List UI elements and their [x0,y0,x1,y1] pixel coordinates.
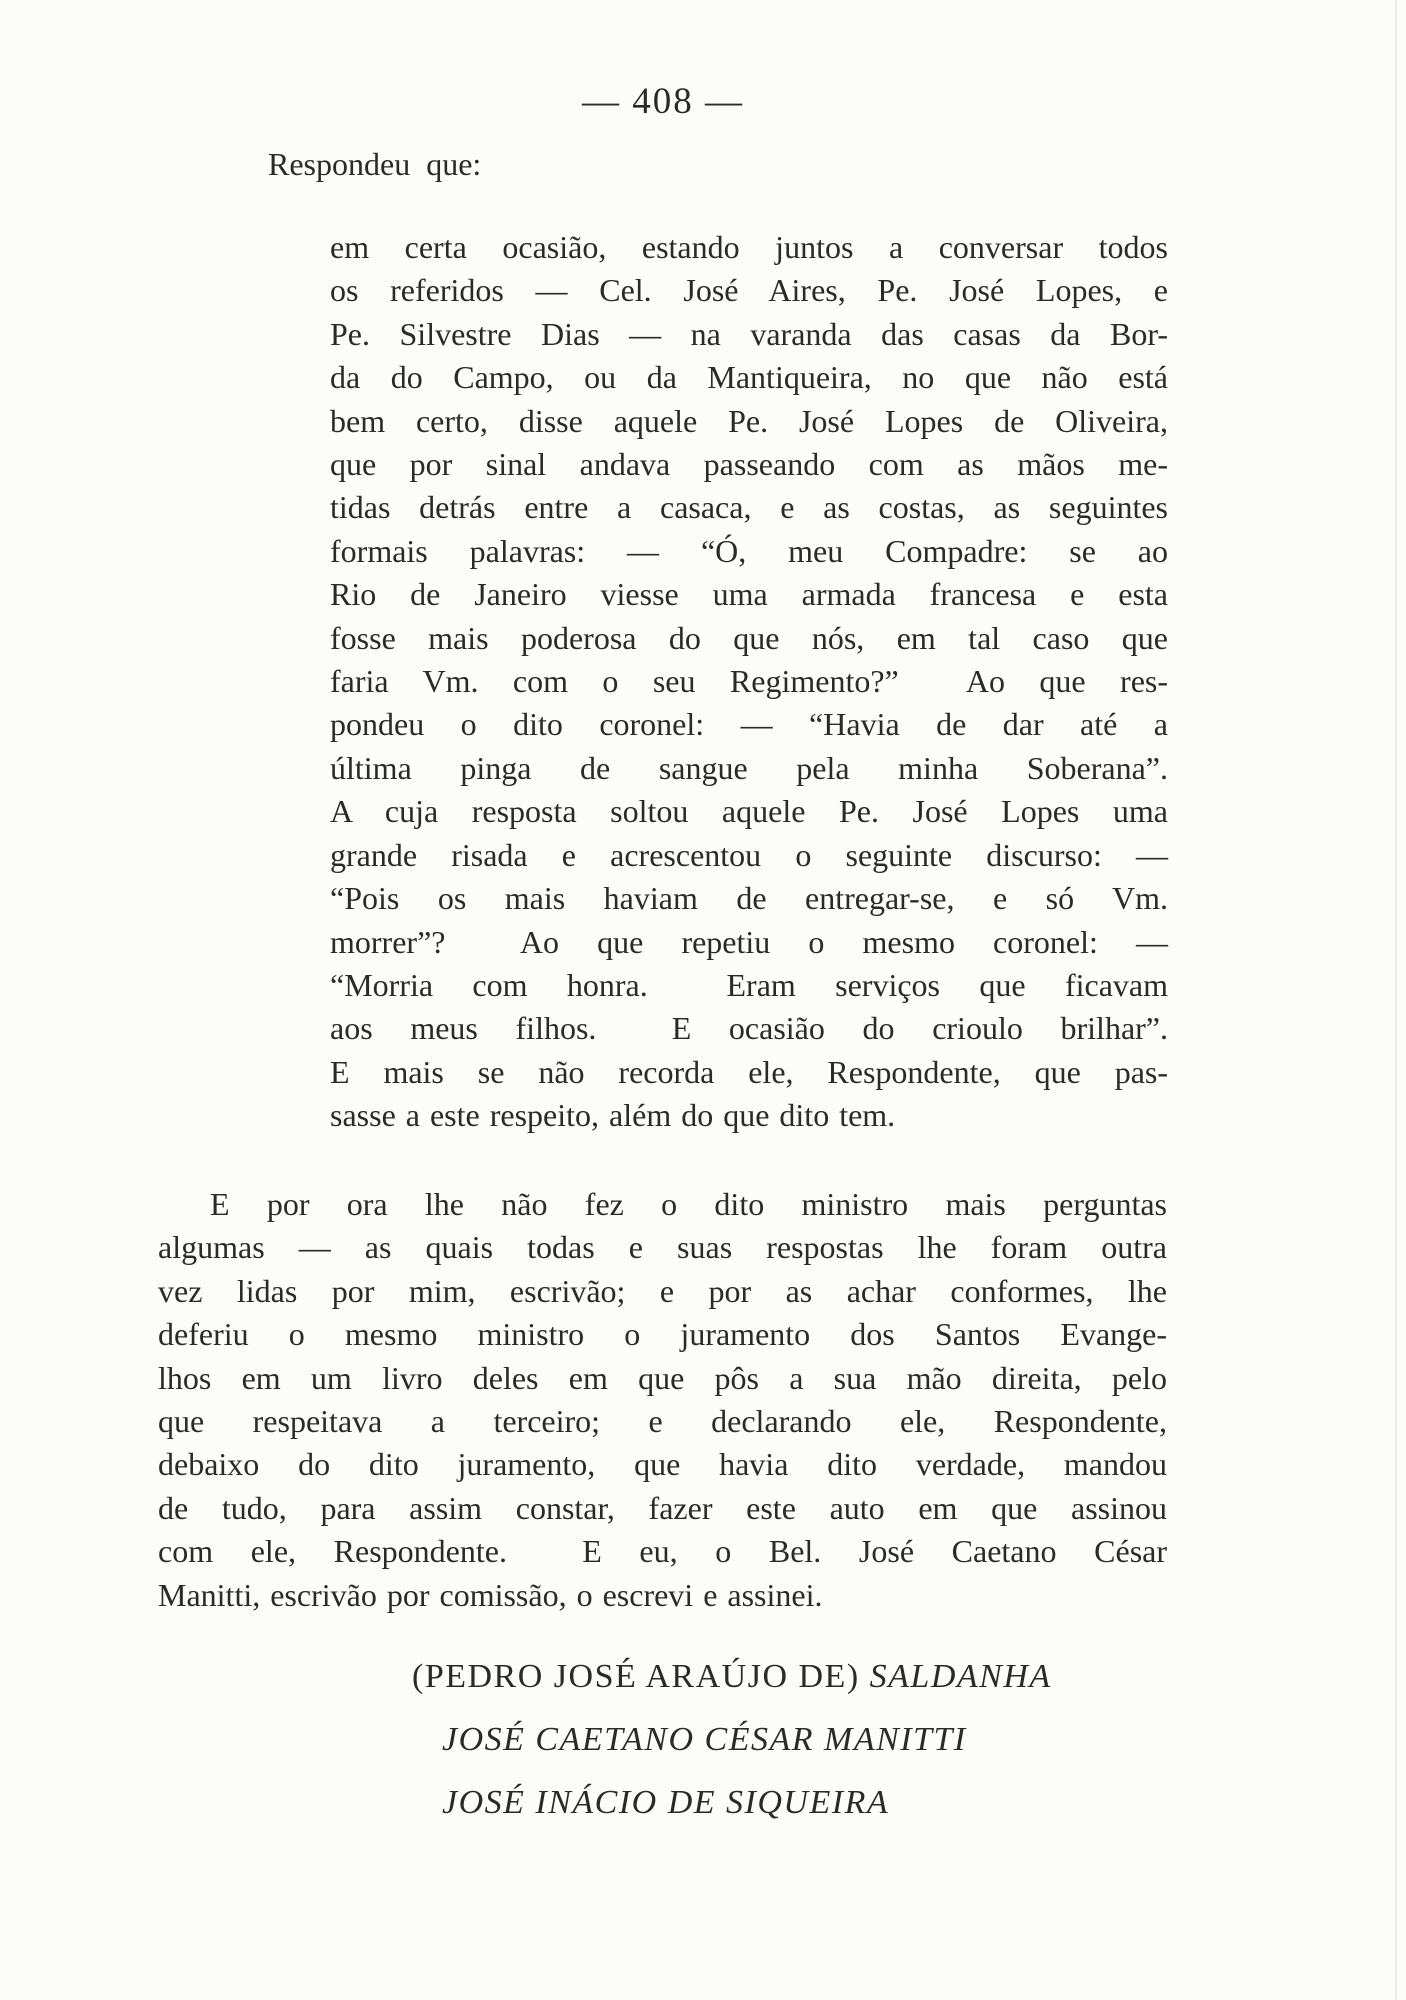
body-line: vez lidas por mim, escrivão; e por as achar conformes, lhe [158,1272,1167,1309]
quote-line: última pinga de sangue pela minha Soberana”. [330,749,1168,786]
body-line: de tudo, para assim constar, fazer este auto em que assinou [158,1489,1167,1526]
quote-line: bem certo, disse aquele Pe. José Lopes de Oliveira, [330,402,1168,439]
quote-line: sasse a este respeito, além do que dito tem. [330,1097,896,1134]
signature-manitti: JOSÉ CAETANO CÉSAR MANITTI [442,1721,967,1758]
quote-line: “Pois os mais haviam de entregar-se, e só Vm. [330,880,1168,917]
signature-saldanha [412,1645,1052,1708]
page-edge-line [1395,0,1397,2000]
quote-line: aos meus filhos. E ocasião do crioulo brilhar”. [330,1010,1168,1047]
body-line: que respeitava a terceiro; e declarando ele, Respondente, [158,1403,1167,1440]
signature-block [412,1645,1052,1834]
quote-line: Pe. Silvestre Dias — na varanda das casas da Bor- [330,315,1168,352]
quote-line: faria Vm. com o seu Regimento?” Ao que res- [330,663,1168,700]
quote-line: da do Campo, ou da Mantiqueira, no que não está [330,359,1168,396]
quote-line: pondeu o dito coronel: — “Havia de dar até a [330,706,1168,743]
quote-line: formais palavras: — “Ó, meu Compadre: se ao [330,532,1168,569]
quote-line: E mais se não recorda ele, Respondente, que pas- [330,1053,1168,1090]
intro-line: Respondeu que: [268,146,482,182]
quote-line: “Morria com honra. Eram serviços que ficavam [330,966,1168,1003]
body-line: E por ora lhe não fez o dito ministro mais perguntas [210,1186,1167,1222]
quote-line: grande risada e acrescentou o seguinte discurso: — [330,836,1168,873]
quote-line: A cuja resposta soltou aquele Pe. José Lopes uma [330,793,1168,830]
quote-line: os referidos — Cel. José Aires, Pe. José Lopes, e [330,272,1168,309]
body-paragraph [158,1183,1167,1617]
blockquote [330,226,1168,1138]
signature-siqueira: JOSÉ INÁCIO DE SIQUEIRA [442,1784,890,1821]
page-number: — 408 — [582,81,744,122]
quote-line: morrer”? Ao que repetiu o mesmo coronel: — [330,923,1168,960]
quote-line: fosse mais poderosa do que nós, em tal caso que [330,619,1168,656]
signature-saldanha-title: (PEDRO JOSÉ ARAÚJO DE) [412,1658,860,1695]
signature-saldanha-name: SALDANHA [869,1658,1052,1695]
body-line: debaixo do dito juramento, que havia dito verdade, mandou [158,1446,1167,1483]
body-line: deferiu o mesmo ministro o juramento dos Santos Evange- [158,1316,1167,1353]
body-line: Manitti, escrivão por comissão, o escrevi e assinei. [158,1576,823,1613]
quote-line: em certa ocasião, estando juntos a conversar todos [330,229,1168,265]
quote-line: que por sinal andava passeando com as mãos me- [330,446,1168,483]
body-line: lhos em um livro deles em que pôs a sua mão direita, pelo [158,1359,1167,1396]
body-line: com ele, Respondente. E eu, o Bel. José Caetano César [158,1533,1167,1570]
quote-line: Rio de Janeiro viesse uma armada francesa e esta [330,576,1168,613]
quote-line: tidas detrás entre a casaca, e as costas, as seguintes [330,489,1168,526]
body-line: algumas — as quais todas e suas respostas lhe foram outra [158,1229,1167,1266]
